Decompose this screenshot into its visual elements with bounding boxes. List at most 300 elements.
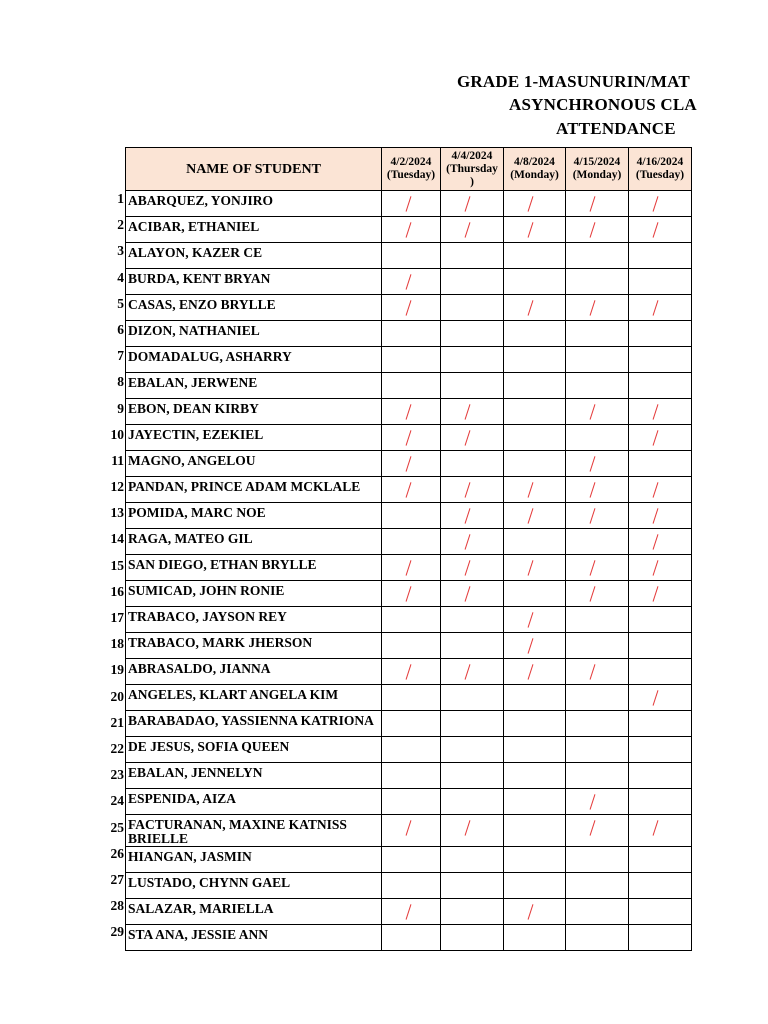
present-check-icon [528, 638, 534, 654]
student-name: DIZON, NATHANIEL [126, 321, 382, 347]
attendance-cell[interactable] [441, 503, 504, 529]
present-check-icon [653, 586, 659, 602]
attendance-cell[interactable] [441, 477, 504, 503]
attendance-cell[interactable] [566, 711, 629, 737]
attendance-cell[interactable] [566, 217, 629, 243]
table-row [126, 217, 692, 243]
sheet-title-line2: ASYNCHRONOUS CLA [509, 95, 697, 114]
attendance-cell[interactable] [566, 191, 629, 217]
present-check-icon [653, 820, 659, 836]
attendance-cell[interactable] [504, 847, 566, 873]
attendance-cell[interactable] [382, 555, 441, 581]
sheet-title-line3: ATTENDANCE [556, 119, 676, 138]
student-name: ABARQUEZ, YONJIRO [126, 191, 382, 217]
table-row [126, 899, 692, 925]
table-row [126, 925, 692, 951]
attendance-cell[interactable] [566, 633, 629, 659]
attendance-cell[interactable] [504, 503, 566, 529]
attendance-cell[interactable] [382, 789, 441, 815]
attendance-cell[interactable] [382, 607, 441, 633]
student-name: ESPENIDA, AIZA [126, 789, 382, 815]
table-row [126, 451, 692, 477]
attendance-cell[interactable] [629, 425, 692, 451]
attendance-cell[interactable] [629, 789, 692, 815]
attendance-cell[interactable] [504, 477, 566, 503]
present-check-icon [528, 482, 534, 498]
row-number: 15 [110, 557, 124, 573]
present-check-icon [590, 586, 596, 602]
table-row [126, 659, 692, 685]
row-number: 14 [110, 531, 124, 547]
student-name: POMIDA, MARC NOE [126, 503, 382, 529]
attendance-cell[interactable] [382, 191, 441, 217]
attendance-cell[interactable] [504, 295, 566, 321]
attendance-cell[interactable] [441, 789, 504, 815]
attendance-cell[interactable] [441, 711, 504, 737]
present-check-icon [653, 430, 659, 446]
present-check-icon [653, 196, 659, 212]
table-row [126, 295, 692, 321]
attendance-cell[interactable] [566, 295, 629, 321]
attendance-cell[interactable] [504, 581, 566, 607]
attendance-cell[interactable] [382, 711, 441, 737]
attendance-cell[interactable] [441, 425, 504, 451]
attendance-cell[interactable] [382, 399, 441, 425]
table-row [126, 243, 692, 269]
attendance-cell[interactable] [566, 529, 629, 555]
present-check-icon [406, 300, 412, 316]
attendance-cell[interactable] [441, 847, 504, 873]
table-row [126, 399, 692, 425]
attendance-cell[interactable] [566, 373, 629, 399]
attendance-cell[interactable] [629, 347, 692, 373]
present-check-icon [653, 482, 659, 498]
date-column-header: 4/4/2024 (Thursday ) [441, 148, 504, 191]
row-number: 26 [110, 845, 124, 861]
header-row [126, 148, 692, 191]
attendance-cell[interactable] [382, 847, 441, 873]
table-row [126, 873, 692, 899]
attendance-cell[interactable] [504, 659, 566, 685]
present-check-icon [465, 222, 471, 238]
attendance-cell[interactable] [629, 685, 692, 711]
row-number: 12 [110, 479, 124, 495]
student-name: BURDA, KENT BRYAN [126, 269, 382, 295]
row-number: 10 [110, 426, 124, 442]
row-number: 21 [110, 714, 124, 730]
attendance-cell[interactable] [382, 737, 441, 763]
attendance-cell[interactable] [441, 899, 504, 925]
attendance-cell[interactable] [566, 425, 629, 451]
attendance-cell[interactable] [382, 503, 441, 529]
present-check-icon [406, 456, 412, 472]
attendance-cell[interactable] [504, 899, 566, 925]
present-check-icon [528, 664, 534, 680]
student-name: SAN DIEGO, ETHAN BRYLLE [126, 555, 382, 581]
attendance-cell[interactable] [629, 737, 692, 763]
attendance-cell[interactable] [382, 269, 441, 295]
table-row [126, 633, 692, 659]
attendance-cell[interactable] [629, 925, 692, 951]
present-check-icon [465, 664, 471, 680]
attendance-cell[interactable] [629, 217, 692, 243]
attendance-cell[interactable] [382, 451, 441, 477]
attendance-cell[interactable] [382, 373, 441, 399]
attendance-cell[interactable] [441, 873, 504, 899]
present-check-icon [653, 690, 659, 706]
attendance-cell[interactable] [504, 873, 566, 899]
attendance-cell[interactable] [566, 451, 629, 477]
attendance-cell[interactable] [566, 243, 629, 269]
table-row [126, 581, 692, 607]
attendance-cell[interactable] [629, 477, 692, 503]
row-number: 18 [110, 636, 124, 652]
attendance-cell[interactable] [566, 347, 629, 373]
attendance-cell[interactable] [504, 425, 566, 451]
attendance-cell[interactable] [504, 373, 566, 399]
present-check-icon [590, 300, 596, 316]
present-check-icon [406, 586, 412, 602]
attendance-cell[interactable] [629, 815, 692, 847]
table-row [126, 477, 692, 503]
present-check-icon [590, 482, 596, 498]
present-check-icon [590, 196, 596, 212]
attendance-cell[interactable] [629, 321, 692, 347]
student-name: EBALAN, JERWENE [126, 373, 382, 399]
attendance-cell[interactable] [504, 347, 566, 373]
present-check-icon [528, 560, 534, 576]
attendance-cell[interactable] [441, 581, 504, 607]
present-check-icon [465, 560, 471, 576]
attendance-cell[interactable] [382, 529, 441, 555]
attendance-cell[interactable] [441, 373, 504, 399]
table-row [126, 789, 692, 815]
student-name: HIANGAN, JASMIN [126, 847, 382, 873]
attendance-cell[interactable] [629, 503, 692, 529]
table-row [126, 425, 692, 451]
table-row [126, 373, 692, 399]
student-name: JAYECTIN, EZEKIEL [126, 425, 382, 451]
attendance-cell[interactable] [441, 633, 504, 659]
attendance-cell[interactable] [441, 191, 504, 217]
present-check-icon [406, 222, 412, 238]
row-number: 28 [110, 898, 124, 914]
attendance-cell[interactable] [382, 581, 441, 607]
attendance-cell[interactable] [382, 815, 441, 847]
present-check-icon [465, 586, 471, 602]
present-check-icon [406, 404, 412, 420]
attendance-cell[interactable] [566, 399, 629, 425]
attendance-cell[interactable] [441, 659, 504, 685]
student-name: SALAZAR, MARIELLA [126, 899, 382, 925]
attendance-cell[interactable] [504, 529, 566, 555]
present-check-icon [406, 820, 412, 836]
attendance-cell[interactable] [566, 555, 629, 581]
present-check-icon [528, 612, 534, 628]
table-row [126, 763, 692, 789]
present-check-icon [528, 196, 534, 212]
student-name: CASAS, ENZO BRYLLE [126, 295, 382, 321]
row-number: 29 [110, 924, 124, 940]
present-check-icon [406, 274, 412, 290]
present-check-icon [465, 196, 471, 212]
attendance-cell[interactable] [629, 451, 692, 477]
present-check-icon [590, 820, 596, 836]
student-name: PANDAN, PRINCE ADAM MCKLALE [126, 477, 382, 503]
student-name: EBON, DEAN KIRBY [126, 399, 382, 425]
present-check-icon [590, 794, 596, 810]
date-column-header: 4/15/2024 (Monday) [566, 148, 629, 191]
present-check-icon [528, 222, 534, 238]
attendance-cell[interactable] [566, 685, 629, 711]
attendance-cell[interactable] [504, 607, 566, 633]
student-name: LUSTADO, CHYNN GAEL [126, 873, 382, 899]
row-number: 16 [110, 583, 124, 599]
row-number: 13 [110, 505, 124, 521]
row-number: 1 [117, 191, 124, 206]
attendance-cell[interactable] [441, 815, 504, 847]
attendance-cell[interactable] [566, 925, 629, 951]
name-column-header: NAME OF STUDENT [126, 148, 382, 191]
present-check-icon [653, 534, 659, 550]
present-check-icon [653, 560, 659, 576]
attendance-cell[interactable] [504, 685, 566, 711]
table-row [126, 347, 692, 373]
attendance-cell[interactable] [566, 763, 629, 789]
row-number: 24 [110, 793, 124, 809]
attendance-cell[interactable] [629, 711, 692, 737]
table-row [126, 321, 692, 347]
student-name: SUMICAD, JOHN RONIE [126, 581, 382, 607]
row-number: 20 [110, 688, 124, 704]
attendance-cell[interactable] [441, 243, 504, 269]
student-name: DE JESUS, SOFIA QUEEN [126, 737, 382, 763]
present-check-icon [465, 534, 471, 550]
present-check-icon [653, 222, 659, 238]
attendance-cell[interactable] [382, 477, 441, 503]
attendance-cell[interactable] [566, 659, 629, 685]
attendance-cell[interactable] [504, 451, 566, 477]
row-number: 27 [110, 871, 124, 887]
present-check-icon [465, 404, 471, 420]
row-number: 4 [117, 269, 124, 285]
attendance-cell[interactable] [504, 243, 566, 269]
row-number: 19 [110, 662, 124, 678]
attendance-cell[interactable] [566, 815, 629, 847]
present-check-icon [465, 820, 471, 836]
attendance-cell[interactable] [441, 555, 504, 581]
student-name: ALAYON, KAZER CE [126, 243, 382, 269]
row-number: 17 [110, 610, 124, 625]
row-number: 5 [117, 295, 124, 311]
attendance-cell[interactable] [629, 607, 692, 633]
attendance-cell[interactable] [629, 269, 692, 295]
present-check-icon [653, 300, 659, 316]
table-row [126, 607, 692, 633]
present-check-icon [406, 430, 412, 446]
row-number: 8 [117, 374, 124, 390]
student-name: TRABACO, MARK JHERSON [126, 633, 382, 659]
present-check-icon [528, 904, 534, 920]
attendance-cell[interactable] [629, 659, 692, 685]
attendance-cell[interactable] [504, 789, 566, 815]
row-numbers [108, 190, 125, 949]
attendance-cell[interactable] [629, 873, 692, 899]
table-row [126, 529, 692, 555]
attendance-cell[interactable] [504, 633, 566, 659]
attendance-cell[interactable] [629, 581, 692, 607]
date-column-header: 4/16/2024 (Tuesday) [629, 148, 692, 191]
present-check-icon [406, 196, 412, 212]
row-number: 3 [117, 243, 124, 259]
attendance-cell[interactable] [441, 347, 504, 373]
table-row [126, 269, 692, 295]
row-number: 9 [117, 400, 124, 416]
attendance-cell[interactable] [504, 737, 566, 763]
attendance-cell[interactable] [382, 873, 441, 899]
attendance-cell[interactable] [382, 899, 441, 925]
table-row [126, 191, 692, 217]
table-row [126, 503, 692, 529]
attendance-cell[interactable] [504, 555, 566, 581]
row-number: 23 [110, 767, 124, 783]
attendance-cell[interactable] [382, 425, 441, 451]
attendance-cell[interactable] [382, 685, 441, 711]
table-row [126, 737, 692, 763]
attendance-cell[interactable] [504, 217, 566, 243]
date-column-header: 4/8/2024 (Monday) [504, 148, 566, 191]
attendance-cell[interactable] [566, 581, 629, 607]
attendance-cell[interactable] [629, 847, 692, 873]
present-check-icon [406, 560, 412, 576]
row-number: 2 [117, 217, 124, 233]
attendance-cell[interactable] [382, 763, 441, 789]
attendance-cell[interactable] [504, 925, 566, 951]
attendance-cell[interactable] [629, 295, 692, 321]
present-check-icon [406, 482, 412, 498]
present-check-icon [528, 300, 534, 316]
attendance-cell[interactable] [566, 477, 629, 503]
attendance-cell[interactable] [629, 399, 692, 425]
attendance-cell[interactable] [441, 295, 504, 321]
present-check-icon [406, 664, 412, 680]
attendance-cell[interactable] [441, 763, 504, 789]
attendance-cell[interactable] [629, 899, 692, 925]
attendance-cell[interactable] [382, 347, 441, 373]
attendance-cell[interactable] [504, 269, 566, 295]
attendance-cell[interactable] [504, 815, 566, 847]
student-name: FACTURANAN, MAXINE KATNISS BRIELLE [126, 815, 382, 847]
present-check-icon [590, 560, 596, 576]
attendance-cell[interactable] [504, 399, 566, 425]
attendance-cell[interactable] [441, 399, 504, 425]
attendance-cell[interactable] [382, 633, 441, 659]
present-check-icon [465, 482, 471, 498]
row-number: 7 [117, 348, 124, 364]
attendance-cell[interactable] [504, 321, 566, 347]
attendance-cell[interactable] [629, 633, 692, 659]
present-check-icon [465, 508, 471, 524]
attendance-cell[interactable] [382, 321, 441, 347]
attendance-cell[interactable] [441, 321, 504, 347]
attendance-cell[interactable] [629, 373, 692, 399]
attendance-table [125, 147, 692, 951]
attendance-cell[interactable] [441, 925, 504, 951]
student-name: ABRASALDO, JIANNA [126, 659, 382, 685]
attendance-cell[interactable] [629, 763, 692, 789]
attendance-cell[interactable] [566, 269, 629, 295]
date-column-header: 4/2/2024 (Tuesday) [382, 148, 441, 191]
attendance-cell[interactable] [629, 243, 692, 269]
student-name: TRABACO, JAYSON REY [126, 607, 382, 633]
present-check-icon [590, 508, 596, 524]
attendance-cell[interactable] [504, 711, 566, 737]
attendance-cell[interactable] [566, 503, 629, 529]
attendance-cell[interactable] [382, 295, 441, 321]
table-row [126, 847, 692, 873]
present-check-icon [653, 508, 659, 524]
table-row [126, 711, 692, 737]
attendance-cell[interactable] [566, 321, 629, 347]
attendance-cell[interactable] [629, 191, 692, 217]
sheet-title-line1: GRADE 1-MASUNURIN/MAT [457, 72, 690, 91]
student-name: ACIBAR, ETHANIEL [126, 217, 382, 243]
present-check-icon [406, 904, 412, 920]
attendance-cell[interactable] [441, 217, 504, 243]
attendance-cell[interactable] [504, 191, 566, 217]
attendance-cell[interactable] [441, 451, 504, 477]
present-check-icon [590, 404, 596, 420]
attendance-cell[interactable] [382, 659, 441, 685]
attendance-cell[interactable] [566, 607, 629, 633]
attendance-cell[interactable] [504, 763, 566, 789]
attendance-cell[interactable] [382, 217, 441, 243]
attendance-cell[interactable] [441, 685, 504, 711]
attendance-cell[interactable] [566, 737, 629, 763]
attendance-cell[interactable] [566, 899, 629, 925]
attendance-cell[interactable] [566, 873, 629, 899]
attendance-cell[interactable] [629, 529, 692, 555]
table-row [126, 815, 692, 847]
attendance-cell[interactable] [441, 529, 504, 555]
attendance-cell[interactable] [566, 789, 629, 815]
attendance-cell[interactable] [382, 925, 441, 951]
row-number: 25 [110, 819, 124, 835]
table-row [126, 685, 692, 711]
student-name: ANGELES, KLART ANGELA KIM [126, 685, 382, 711]
present-check-icon [590, 222, 596, 238]
attendance-cell[interactable] [629, 555, 692, 581]
present-check-icon [590, 664, 596, 680]
attendance-cell[interactable] [441, 737, 504, 763]
row-number: 6 [117, 321, 124, 337]
row-number: 22 [110, 740, 124, 756]
student-name: STA ANA, JESSIE ANN [126, 925, 382, 951]
present-check-icon [528, 508, 534, 524]
attendance-cell[interactable] [441, 607, 504, 633]
present-check-icon [465, 430, 471, 446]
attendance-cell[interactable] [566, 847, 629, 873]
student-name: EBALAN, JENNELYN [126, 763, 382, 789]
attendance-cell[interactable] [382, 243, 441, 269]
present-check-icon [590, 456, 596, 472]
present-check-icon [653, 404, 659, 420]
student-name: DOMADALUG, ASHARRY [126, 347, 382, 373]
row-number: 11 [111, 452, 124, 468]
attendance-cell[interactable] [441, 269, 504, 295]
table-row [126, 555, 692, 581]
student-name: MAGNO, ANGELOU [126, 451, 382, 477]
